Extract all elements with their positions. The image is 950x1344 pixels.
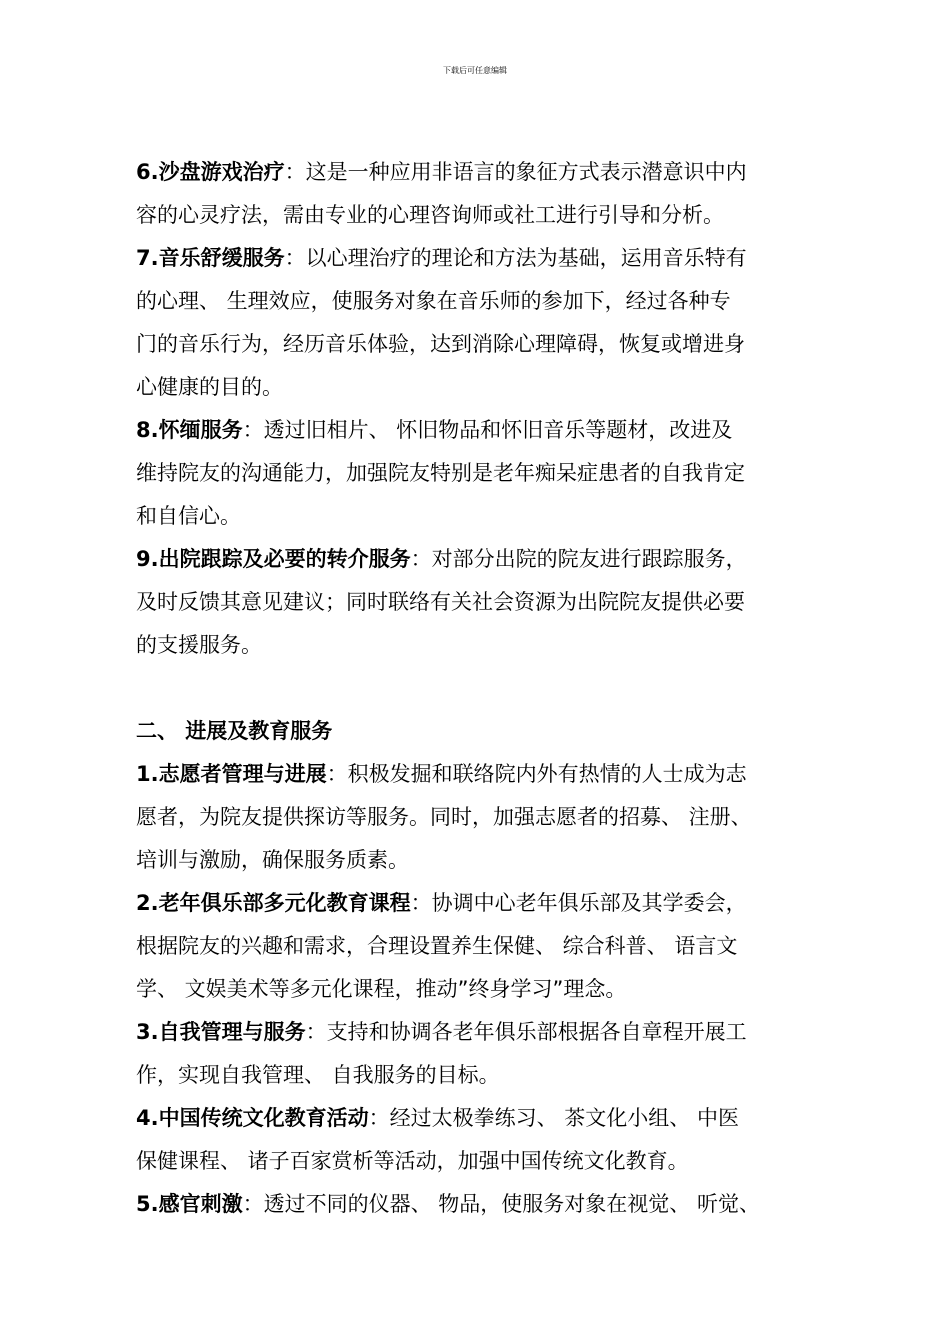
item-text: ：这是一种应用非语言的象征方式表示潜意识中内	[284, 160, 747, 184]
text-line	[136, 1097, 826, 1140]
text-line	[136, 581, 826, 624]
item-heading: 4.中国传统文化教育活动	[136, 1106, 369, 1130]
text-line	[136, 968, 826, 1011]
item-text: 的支援服务。	[136, 633, 262, 657]
text-line	[136, 839, 826, 882]
text-line	[136, 452, 826, 495]
item-text: 容的心灵疗法，需由专业的心理咨询师或社工进行引导和分析。	[136, 203, 724, 227]
text-line	[136, 710, 826, 753]
text-line	[136, 538, 826, 581]
item-text: 及时反馈其意见建议；同时联络有关社会资源为出院院友提供必要	[136, 590, 745, 614]
item-heading: 1.志愿者管理与进展	[136, 762, 327, 786]
item-text: 的心理、 生理效应，使服务对象在音乐师的参加下，经过各种专	[136, 289, 731, 313]
paragraph-gap	[136, 667, 826, 710]
text-line	[136, 409, 826, 452]
item-text: ：支持和协调各老年俱乐部根据各自章程开展工	[305, 1020, 747, 1044]
item-text: 维持院友的沟通能力，加强院友特别是老年痴呆症患者的自我肯定	[136, 461, 745, 485]
item-text: 学、 文娱美术等多元化课程，推动”终身学习”理念。	[136, 977, 627, 1001]
text-line	[136, 495, 826, 538]
item-text: 愿者，为院友提供探访等服务。同时，加强志愿者的招募、 注册、	[136, 805, 752, 829]
item-heading: 二、 进展及教育服务	[136, 719, 333, 743]
item-text: 培训与激励，确保服务质素。	[136, 848, 409, 872]
item-text: ：透过不同的仪器、 物品，使服务对象在视觉、 听觉、	[242, 1192, 760, 1216]
text-line	[136, 1140, 826, 1183]
item-text: ：经过太极拳练习、 茶文化小组、 中医	[368, 1106, 739, 1130]
text-line	[136, 925, 826, 968]
text-line	[136, 237, 826, 280]
text-line	[136, 1183, 826, 1226]
text-line	[136, 151, 826, 194]
item-text: 保健课程、 诸子百家赏析等活动，加强中国传统文化教育。	[136, 1149, 689, 1173]
page-header-note: 下载后可任意编辑	[443, 66, 507, 75]
text-line	[136, 366, 826, 409]
item-heading: 2.老年俱乐部多元化教育课程	[136, 891, 411, 915]
item-text: ：透过旧相片、 怀旧物品和怀旧音乐等题材，改进及	[242, 418, 733, 442]
item-heading: 9.出院跟踪及必要的转介服务	[136, 547, 411, 571]
item-text: 根据院友的兴趣和需求，合理设置养生保健、 综合科普、 语言文	[136, 934, 738, 958]
item-heading: 5.感官刺激	[136, 1192, 243, 1216]
text-line	[136, 323, 826, 366]
text-line	[136, 194, 826, 237]
item-text: ：协调中心老年俱乐部及其学委会，	[410, 891, 747, 915]
item-text: 心健康的目的。	[136, 375, 283, 399]
item-heading: 3.自我管理与服务	[136, 1020, 306, 1044]
text-line	[136, 1054, 826, 1097]
item-text: ：对部分出院的院友进行跟踪服务，	[410, 547, 747, 571]
item-text: 门的音乐行为，经历音乐体验，达到消除心理障碍，恢复或增进身	[136, 332, 745, 356]
item-text: ：以心理治疗的理论和方法为基础，运用音乐特有	[284, 246, 747, 270]
text-line	[136, 882, 826, 925]
item-text: ：积极发掘和联络院内外有热情的人士成为志	[326, 762, 747, 786]
text-line	[136, 1011, 826, 1054]
text-line	[136, 796, 826, 839]
item-heading: 7.音乐舒缓服务	[136, 246, 285, 270]
item-text: 和自信心。	[136, 504, 241, 528]
document-body	[136, 151, 826, 1226]
text-line	[136, 753, 826, 796]
text-line	[136, 280, 826, 323]
item-text: 作，实现自我管理、 自我服务的目标。	[136, 1063, 500, 1087]
item-heading: 8.怀缅服务	[136, 418, 243, 442]
text-line	[136, 624, 826, 667]
item-heading: 6.沙盘游戏治疗	[136, 160, 285, 184]
